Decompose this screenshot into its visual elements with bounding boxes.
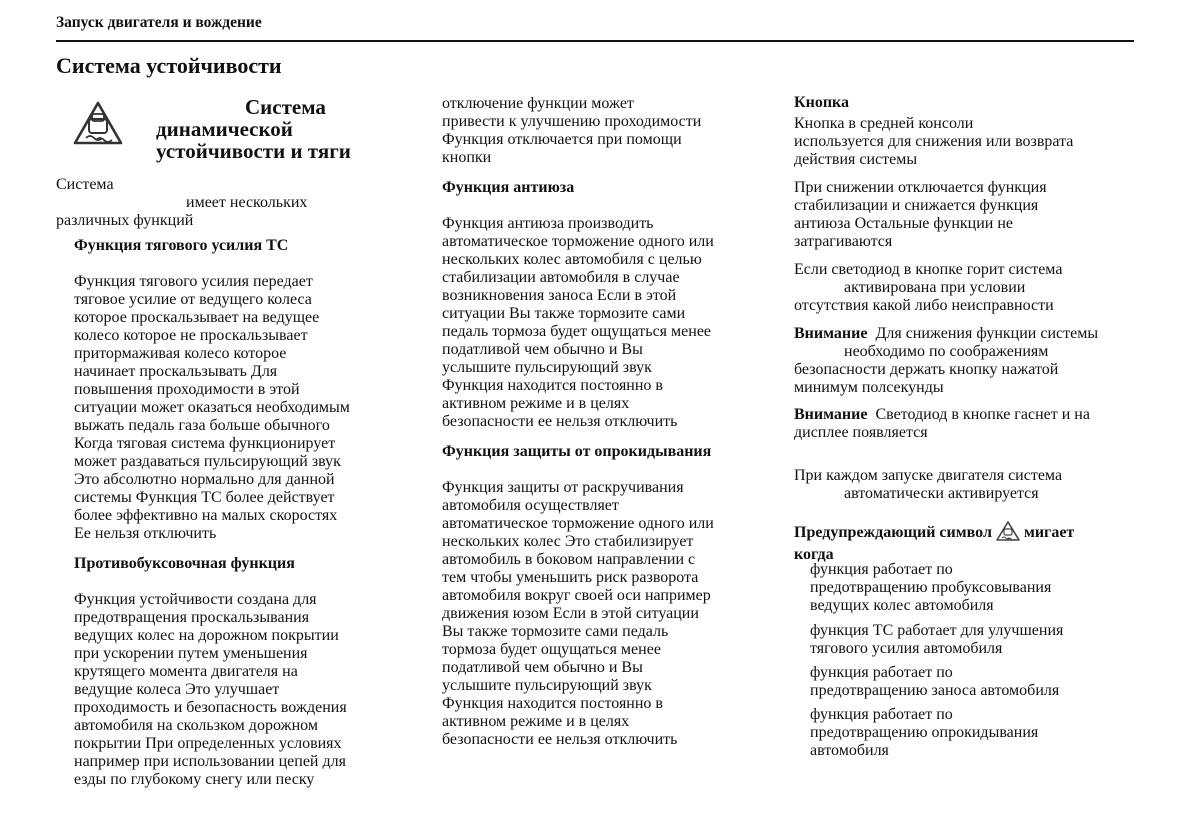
- anti-skid-body: Функция антиюза производить автоматическое торможение одного или нескольких колес автомобиля с целью стабилизации автомобиля в случае возникновения заноса Если в этой ситуации Вы также тормозите сами педаль тормоза будет ощущаться менее податливой чем обычно и Вы услышите пульсирующий звук Функция находится постоянно в активном режиме и в целях безопасности ее нельзя отключить: [442, 215, 714, 430]
- led-text: Если светодиод в кнопке горит система активирована при условии отсутствия какой либо неисправности: [794, 261, 1063, 314]
- rollover-body: Функция защиты от раскручивания автомобиля осуществляет автоматическое торможение одного или нескольких колес Это стабилизирует автомобиль в боковом направлении с тем чтобы уменьшить риск разворота автомобиля вокруг своей оси например движения юзом Если в этой ситуации Вы также тормозите сами педаль тормоза будет ощущаться менее податливой чем обычно и Вы услышите пульсирующий звук Функция находится постоянно в активном режиме и в целях безопасности ее нельзя отключить: [442, 479, 714, 748]
- tc-body: Функция тягового усилия передает тяговое усилие от ведущего колеса которое проскальзывает на ведущее колесо которое не проскальзывает притормаживая колесо которое начинает проскальзывать Для повышения проходимости в этой ситуации может оказаться необходимым выжать педаль газа больше обычного Когда тяговая система функционирует может раздаваться пульсирующий звук Это абсолютно нормально для данной системы Функция TC более действует более эффективно на малых скоростях Ее нельзя отключить: [74, 273, 350, 542]
- button-body: Кнопка в средней консоли используется для снижения или возврата действия системы: [794, 115, 1074, 168]
- intro-text: Система имеет нескольких различных функций: [56, 176, 308, 229]
- list-item: функция TC работает для улучшения тягового усилия автомобиля: [810, 622, 1064, 657]
- list-item: функция работает по предотвращению пробуксовывания ведущих колес автомобиля: [810, 561, 1052, 614]
- header-rule: [56, 40, 1134, 42]
- anti-slip-heading: Противобуксовочная функция: [74, 555, 295, 572]
- section-header: Запуск двигателя и вождение: [56, 14, 262, 31]
- stability-heading: Система динамической устойчивости и тяги: [156, 95, 351, 163]
- reduce-text: При снижении отключается функция стабилизации и снижается функция антиюза Остальные функции не затрагиваются: [794, 179, 1047, 250]
- warning-1: Внимание Для снижения функции системы необходимо по соображениям безопасности держать кнопку нажатой минимум полсекунды: [794, 325, 1099, 396]
- rollover-heading: Функция защиты от опрокидывания: [442, 443, 712, 460]
- warning-2: Внимание Светодиод в кнопке гаснет и на дисплее появляется: [794, 406, 1090, 441]
- warning-symbol-heading: Предупреждающий символ мигает когда: [794, 521, 1139, 564]
- anti-slip-body: Функция устойчивости создана для предотвращения проскальзывания ведущих колес на дорожном покрытии при ускорении путем уменьшения крутящего момента двигателя на ведущие колеса Это улучшает проходимость и безопасность вождения автомобиля на скользком дорожном покрытии При определенных условиях например при использовании цепей для езды по глубокому снегу или песку: [74, 591, 347, 788]
- warning-label: Внимание: [794, 406, 868, 423]
- button-heading: Кнопка: [794, 94, 850, 111]
- tc-heading: Функция тягового усилия TC: [74, 237, 289, 254]
- skid-warning-icon: [72, 100, 124, 153]
- page-title: Система устойчивости: [56, 53, 282, 78]
- anti-skid-heading: Функция антиюза: [442, 179, 575, 196]
- list-item: функция работает по предотвращению опрокидывания автомобиля: [810, 706, 1039, 759]
- skid-warning-icon: [996, 521, 1020, 546]
- warning-label: Внимание: [794, 325, 868, 342]
- continuation-text: отключение функции может привести к улучшению проходимости Функция отключается при помощи кнопки: [442, 95, 702, 166]
- list-item: функция работает по предотвращению заноса автомобиля: [810, 664, 1060, 699]
- auto-activation-text: При каждом запуске двигателя система автоматически активируется: [794, 467, 1063, 502]
